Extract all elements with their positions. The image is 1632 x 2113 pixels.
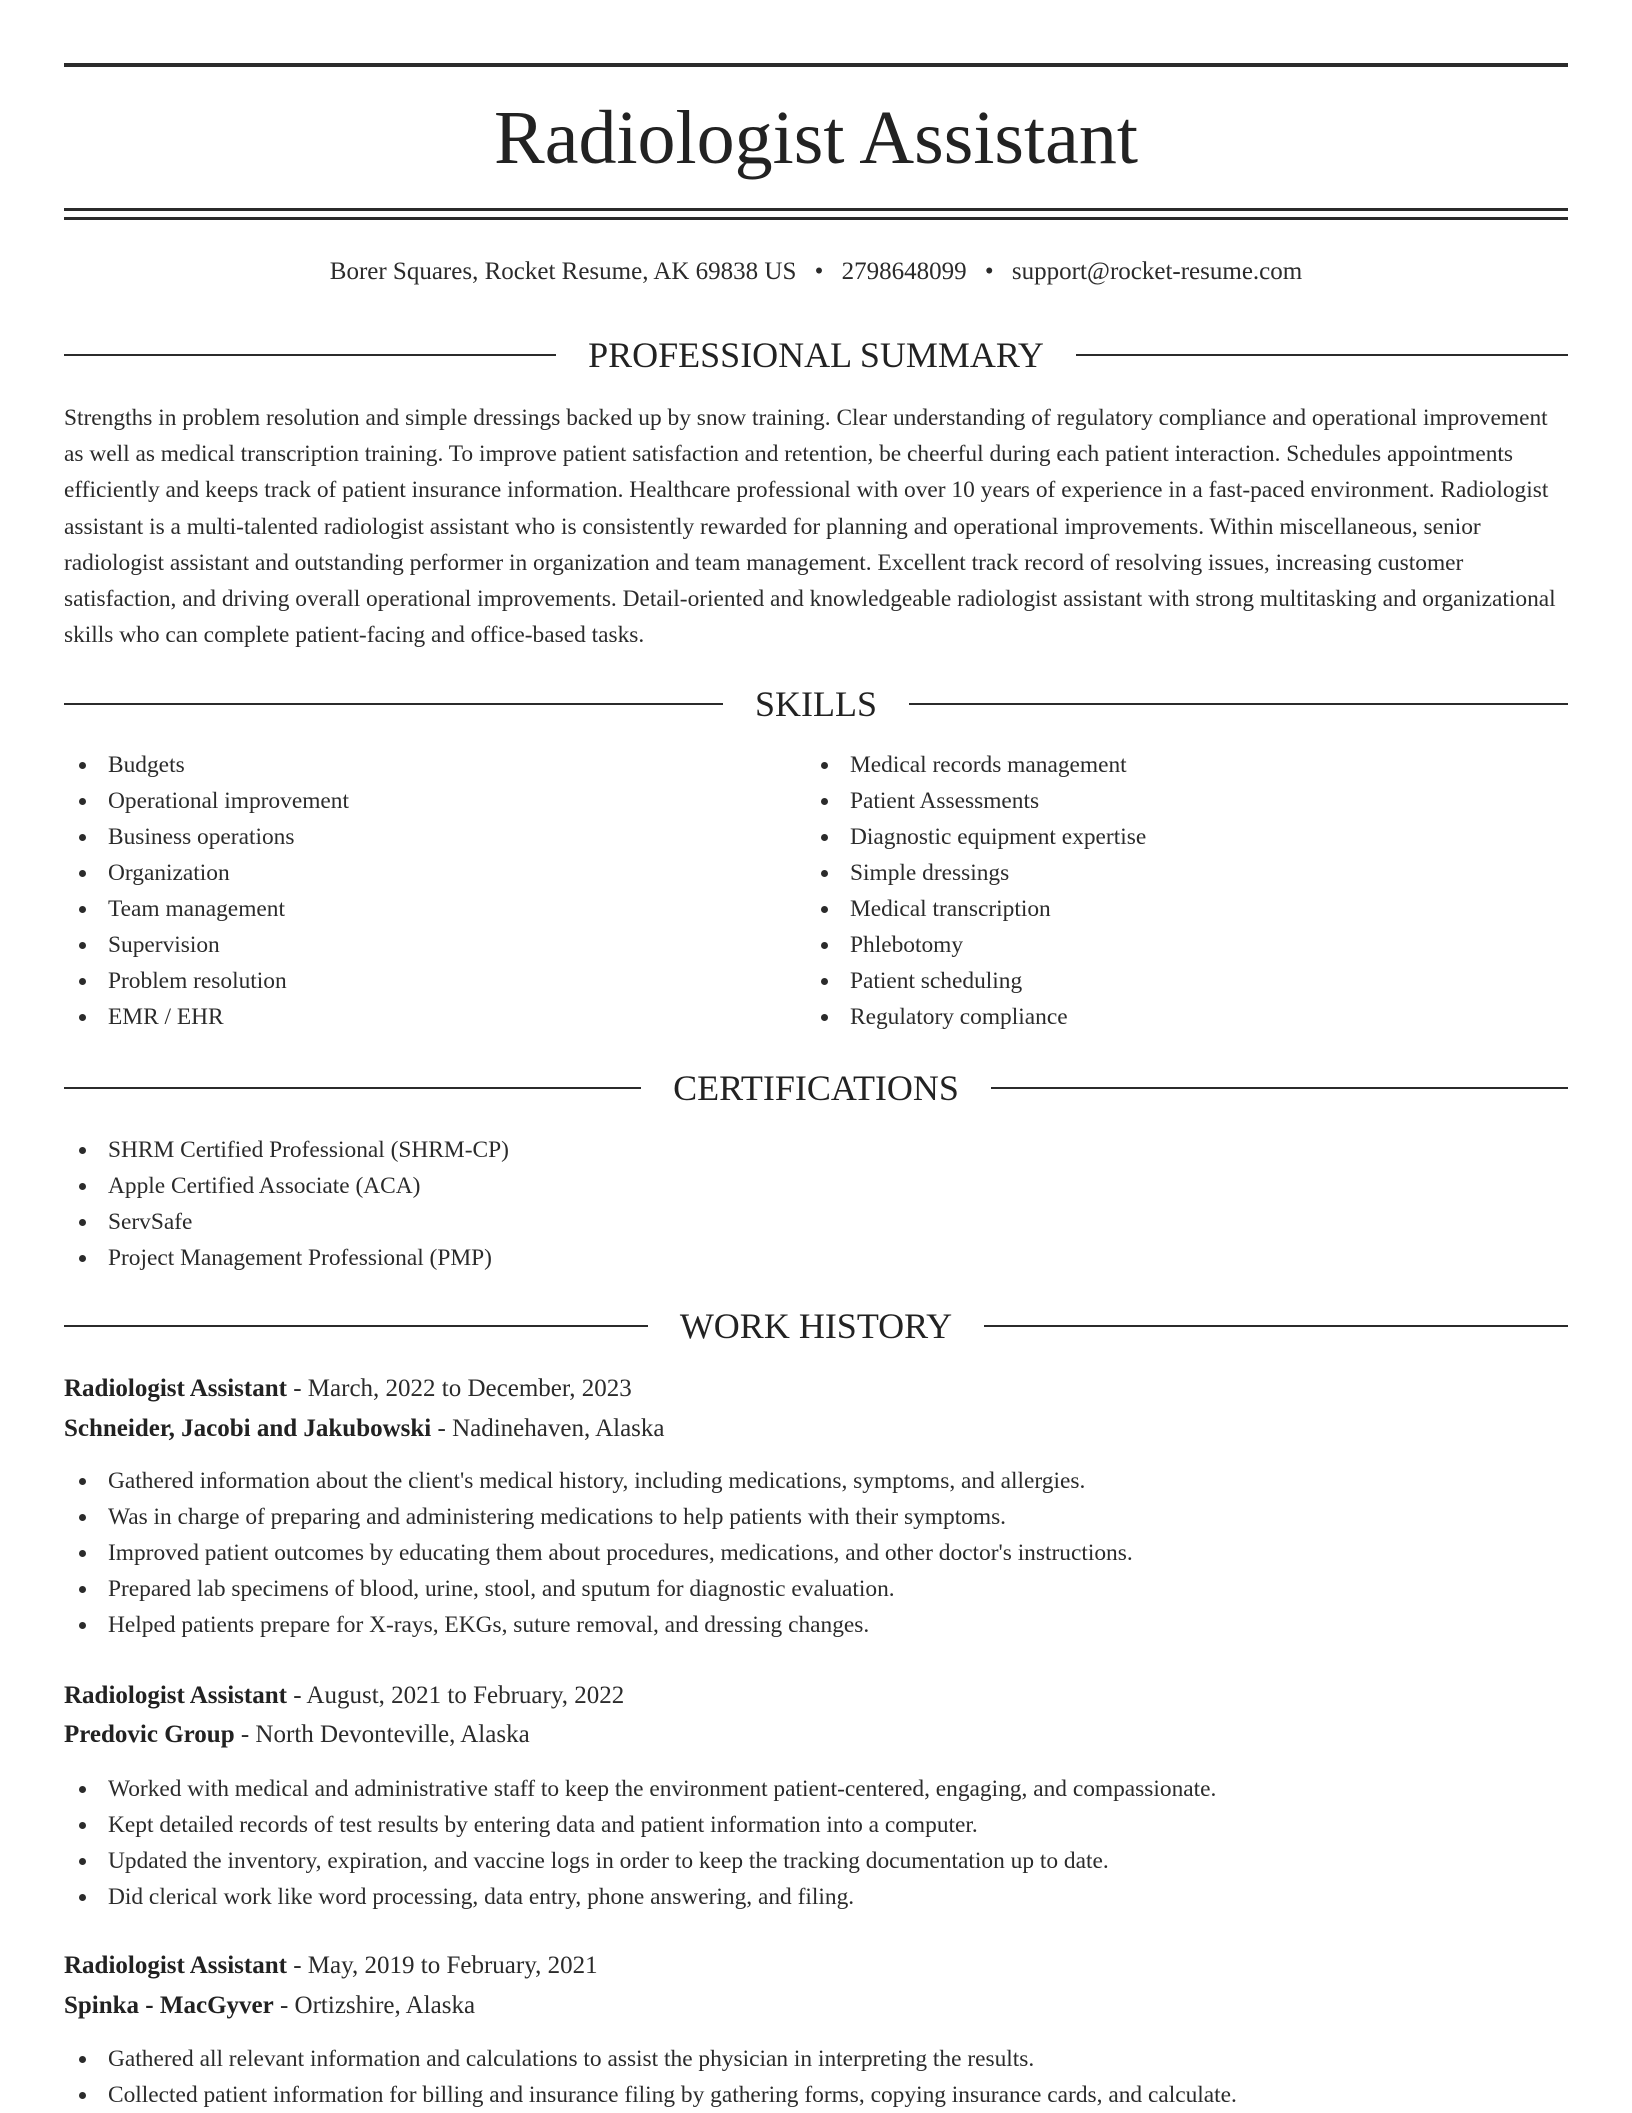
certifications-section-header	[64, 1065, 1568, 1111]
job-company-line	[64, 1988, 1568, 2024]
job-company-line	[64, 1717, 1568, 1753]
skill-item: Diagnostic equipment expertise	[806, 819, 1146, 855]
section-rule	[64, 1325, 648, 1327]
job-title-line	[64, 1678, 1568, 1714]
job-duty-item: Helped patients prepare for X-rays, EKGs, suture removal, and dressing changes.	[64, 1607, 1133, 1643]
skill-item: EMR / EHR	[64, 999, 349, 1035]
job-duty-item: Updated the inventory, expiration, and vaccine logs in order to keep the tracking documentation up to date.	[64, 1843, 1216, 1879]
skill-item: Patient scheduling	[806, 963, 1146, 999]
job-duty-item: Gathered information about the client's medical history, including medications, symptoms, and allergies.	[64, 1463, 1133, 1499]
skill-item: Business operations	[64, 819, 349, 855]
summary-text: Strengths in problem resolution and simple dressings backed up by snow training. Clear understanding of regulatory compliance and operational improvement as well as medical transcription training. To improve patient satisfaction and retention, be cheerful during each patient interaction. Schedules appointments efficiently and keeps track of patient insurance information. Healthcare professional with over 10 years of experience in a fast-paced environment. Radiologist assistant is a multi-talented radiologist assistant who is consistently rewarded for planning and operational improvements. Within miscellaneous, senior radiologist assistant and outstanding performer in organization and team management. Excellent track record of resolving issues, increasing customer satisfaction, and driving overall operational improvements. Detail-oriented and knowledgeable radiologist assistant with strong multitasking and organizational skills who can complete patient-facing and office-based tasks.	[64, 405, 1556, 649]
job-duty-item: Worked with medical and administrative staff to keep the environment patient-centered, engaging, and compassionate.	[64, 1771, 1216, 1807]
job-duty-item: Kept detailed records of test results by entering data and patient information into a computer.	[64, 1807, 1216, 1843]
certifications-heading: CERTIFICATIONS	[673, 1068, 959, 1108]
skills-list-left	[64, 747, 349, 1035]
section-rule	[64, 354, 556, 356]
header-top-rule	[64, 63, 1568, 67]
summary-section-header	[64, 332, 1568, 378]
skill-item: Budgets	[64, 747, 349, 783]
job-duties-list	[64, 1771, 1216, 1915]
work-heading: WORK HISTORY	[679, 1306, 953, 1346]
job-dates: - August, 2021 to February, 2022	[286, 1682, 625, 1709]
job-duty-item: Collected patient information for billing and insurance filing by gathering forms, copying insurance cards, and calculate.	[64, 2077, 1237, 2113]
skill-item: Medical records management	[806, 747, 1146, 783]
job-title-line	[64, 1948, 1568, 1984]
resume-title: Radiologist Assistant	[494, 96, 1138, 180]
contact-separator: •	[984, 258, 994, 285]
certifications-list	[64, 1132, 509, 1276]
job-title: Radiologist Assistant	[64, 1682, 287, 1709]
job-company: Spinka - MacGyver	[64, 1992, 274, 2019]
job-title: Radiologist Assistant	[64, 1952, 287, 1979]
job-location: - Nadinehaven, Alaska	[431, 1415, 665, 1442]
section-rule	[64, 703, 723, 705]
job-duties-list	[64, 2041, 1237, 2113]
job-title-line	[64, 1371, 1568, 1407]
certification-item: Project Management Professional (PMP)	[64, 1240, 509, 1276]
job-dates: - March, 2022 to December, 2023	[286, 1375, 632, 1402]
skill-item: Supervision	[64, 927, 349, 963]
skills-list-right	[806, 747, 1146, 1035]
skill-item: Regulatory compliance	[806, 999, 1146, 1035]
skill-item: Simple dressings	[806, 855, 1146, 891]
section-rule	[984, 1325, 1568, 1327]
certification-item: ServSafe	[64, 1204, 509, 1240]
work-section-header	[64, 1303, 1568, 1349]
contact-line	[64, 254, 1568, 290]
job-duties-list	[64, 1463, 1133, 1643]
job-company: Predovic Group	[64, 1721, 235, 1748]
section-rule	[1076, 354, 1568, 356]
job-location: - North Devonteville, Alaska	[234, 1721, 530, 1748]
certification-item: Apple Certified Associate (ACA)	[64, 1168, 509, 1204]
section-rule	[909, 703, 1568, 705]
skill-item: Operational improvement	[64, 783, 349, 819]
job-duty-item: Improved patient outcomes by educating them about procedures, medications, and other doctor's instructions.	[64, 1535, 1133, 1571]
contact-separator: •	[814, 258, 824, 285]
job-duty-item: Prepared lab specimens of blood, urine, stool, and sputum for diagnostic evaluation.	[64, 1571, 1133, 1607]
job-dates: - May, 2019 to February, 2021	[286, 1952, 598, 1979]
job-duty-item: Gathered all relevant information and calculations to assist the physician in interpreting the results.	[64, 2041, 1237, 2077]
job-location: - Ortizshire, Alaska	[273, 1992, 476, 2019]
certification-item: SHRM Certified Professional (SHRM-CP)	[64, 1132, 509, 1168]
job-company-line	[64, 1411, 1568, 1447]
skill-item: Problem resolution	[64, 963, 349, 999]
job-title: Radiologist Assistant	[64, 1375, 287, 1402]
summary-heading: PROFESSIONAL SUMMARY	[588, 335, 1044, 375]
skill-item: Organization	[64, 855, 349, 891]
contact-phone: 2798648099	[841, 258, 967, 285]
job-duty-item: Was in charge of preparing and administering medications to help patients with their symptoms.	[64, 1499, 1133, 1535]
job-duty-item: Did clerical work like word processing, data entry, phone answering, and filing.	[64, 1879, 1216, 1915]
contact-email: support@rocket-resume.com	[1011, 258, 1303, 285]
skill-item: Team management	[64, 891, 349, 927]
skill-item: Medical transcription	[806, 891, 1146, 927]
section-rule	[991, 1087, 1568, 1089]
job-company: Schneider, Jacobi and Jakubowski	[64, 1415, 432, 1442]
header-double-rule	[64, 208, 1568, 220]
skill-item: Phlebotomy	[806, 927, 1146, 963]
skills-section-header	[64, 681, 1568, 727]
contact-address: Borer Squares, Rocket Resume, AK 69838 US	[329, 258, 797, 285]
skill-item: Patient Assessments	[806, 783, 1146, 819]
section-rule	[64, 1087, 641, 1089]
skills-heading: SKILLS	[755, 684, 878, 724]
